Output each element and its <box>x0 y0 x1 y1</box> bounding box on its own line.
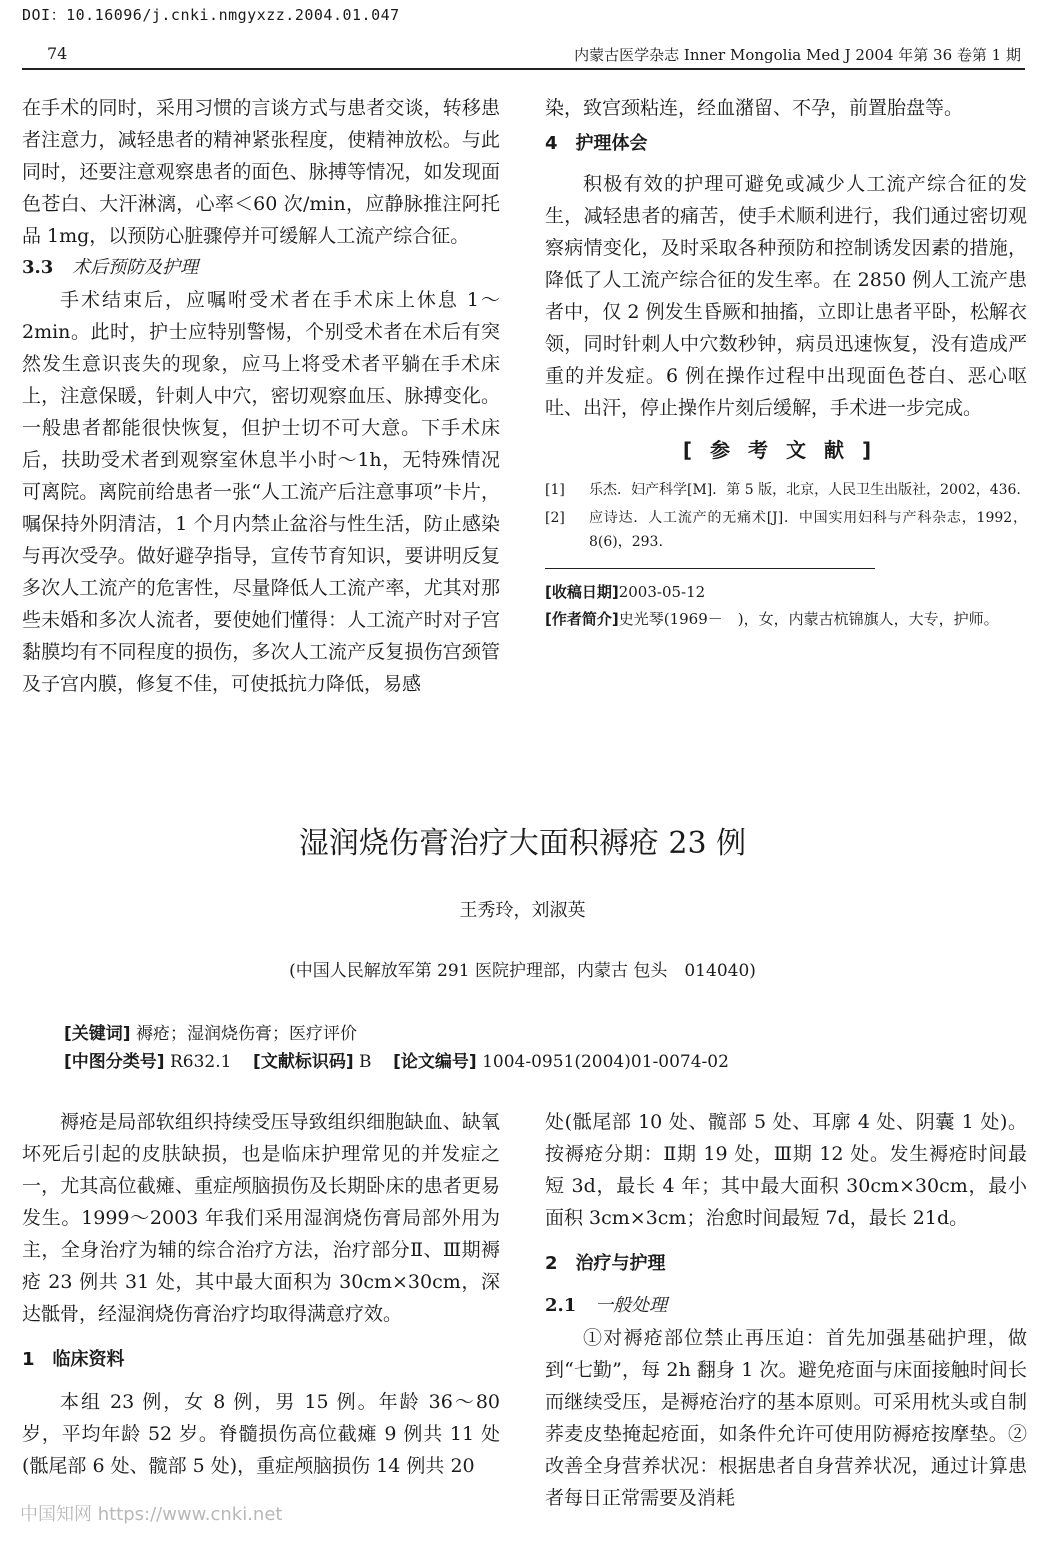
reference-item <box>545 478 1027 502</box>
reference-text: 乐杰．妇产科学[M]．第 5 版，北京，人民卫生出版社，2002，436. <box>589 482 1021 498</box>
section-3-3-title: 术后预防及护理 <box>72 257 199 278</box>
section-2-1-text: ①对褥疮部位禁止再压迫：首先加强基础护理，做到“七勤”，每 2h 翻身 1 次。避免疮面与床面接触时间长而继续受压，是褥疮治疗的基本原则。可采用枕头或自制荞麦皮垫掩起疮面，如条件允许可使用防褥疮按摩垫。②改善全身营养状况：根据患者自身营养状况，通过计算患者每日正常需要及消耗 <box>545 1327 1027 1509</box>
article-no-label: [论文编号] <box>393 1052 477 1072</box>
doc-code-label: [文献标识码] <box>253 1052 354 1072</box>
section-3-3-heading <box>22 252 500 284</box>
article-authors: 王秀玲，刘淑英 <box>459 900 586 921</box>
author-bio-label: [作者简介] <box>545 610 619 628</box>
received-date <box>545 579 1027 606</box>
section-1-heading: 1 临床资料 <box>22 1349 125 1370</box>
author-bio-value: 史光琴(1969－ )，女，内蒙古杭锦旗人，大专，护师。 <box>618 610 999 628</box>
reference-text: 应诗达．人工流产的无痛术[J]．中国实用妇科与产科杂志，1992，8(6)，293. <box>589 510 1027 550</box>
classification-line <box>64 1048 729 1076</box>
section-3-3-number: 3.3 <box>22 257 54 278</box>
article-no-value: 1004-0951(2004)01-0074-02 <box>482 1052 729 1072</box>
section-2-1-title: 一般处理 <box>595 1295 668 1316</box>
intro-text: 褥疮是局部软组织持续受压导致组织细胞缺血、缺氧坏死后引起的皮肤缺损，也是临床护理常见的并发症之一，尤其高位截瘫、重症颅脑损伤及长期卧床的患者更易发生。1999～2003 年我们采用湿润烧伤膏局部外用为主，全身治疗为辅的综合治疗方法，治疗部分Ⅱ、Ⅲ期褥疮 23 例共 31 处，其中最大面积为 30cm×30cm，深达骶骨，经湿润烧伤膏治疗均取得满意疗效。 <box>22 1111 500 1325</box>
section-1-text: 本组 23 例，女 8 例，男 15 例。年龄 36～80 岁，平均年龄 52 岁。脊髓损伤高位截瘫 9 例共 11 处(骶尾部 6 处、髋部 5 处)，重症颅脑损伤 14 例共 20 <box>22 1391 500 1477</box>
prev-paragraph: 在手术的同时，采用习惯的言谈方式与患者交谈，转移患者注意力，减轻患者的精神紧张程度，使精神放松。与此同时，还要注意观察患者的面色、脉搏等情况，如发现面色苍白、大汗淋漓，心率＜60 次/min，应静脉推注阿托品 1mg，以预防心脏骤停并可缓解人工流产综合征。 <box>22 97 500 247</box>
section-4-text: 积极有效的护理可避免或减少人工流产综合征的发生，减轻患者的痛苦，使手术顺利进行，我们通过密切观察病情变化，及时采取各种预防和控制诱发因素的措施，降低了人工流产综合征的发生率。在 2850 例人工流产患者中，仅 2 例发生昏厥和抽搐，立即让患者平卧，松解衣领，同时针刺人中穴数秒钟，病员迅速恢复，没有造成严重的并发症。6 例在操作过程中出现面色苍白、恶心呕吐、出汗，停止操作片刻后缓解，手术进一步完成。 <box>545 173 1027 419</box>
section-2-1-number: 2.1 <box>545 1295 577 1316</box>
reference-item <box>545 506 1027 554</box>
doc-code-value: B <box>359 1052 372 1072</box>
section-2-heading: 2 治疗与护理 <box>545 1253 666 1274</box>
reference-number: [2] <box>545 510 565 526</box>
clc-label: [中图分类号] <box>64 1052 165 1072</box>
watermark: 中国知网 https://www.cnki.net <box>20 1504 283 1525</box>
footnote-rule <box>545 568 875 569</box>
right-top-text: 处(骶尾部 10 处、髋部 5 处、耳廓 4 处、阴囊 1 处)。按褥疮分期：Ⅱ期 19 处，Ⅲ期 12 处。发生褥疮时间最短 3d，最长 4 年；其中最大面积 30cm×30cm，最小面积 3cm×3cm；治愈时间最短 7d，最长 21d。 <box>545 1111 1027 1229</box>
header-rule <box>22 68 1025 70</box>
keywords-label: [关键词] <box>64 1024 131 1044</box>
section-4-heading: 4 护理体会 <box>545 133 648 154</box>
page-number: 74 <box>47 44 68 63</box>
article-right-column <box>545 1106 1027 1514</box>
prev-right-column <box>545 92 1027 633</box>
received-label: [收稿日期] <box>545 583 619 601</box>
running-head: 内蒙古医学杂志 Inner Mongolia Med J 2004 年第 36 卷第 1 期 <box>574 46 1021 64</box>
section-3-3-text: 手术结束后，应嘱咐受术者在手术床上休息 1～2min。此时，护士应特别警惕，个别受术者在术后有突然发生意识丧失的现象，应马上将受术者平躺在手术床上，注意保暖，针刺人中穴，密切观察血压、脉搏变化。一般患者都能很快恢复，但护士切不可大意。下手术床后，扶助受术者到观察室休息半小时～1h，无特殊情况可离院。离院前给患者一张“人工流产后注意事项”卡片，嘱保持外阴清洁，1 个月内禁止盆浴与性生活，防止感染与再次受孕。做好避孕指导，宣传节育知识，要讲明反复多次人工流产的危害性，尽量降低人工流产率，尤其对那些未婚和多次人流者，要使她们懂得：人工流产时对子宫黏膜均有不同程度的损伤，多次人工流产反复损伤宫颈管及子宫内膜，修复不佳，可使抵抗力降低，易感 <box>22 289 500 695</box>
clc-value: R632.1 <box>169 1052 232 1072</box>
section-2-1-heading <box>545 1290 1027 1322</box>
prev-left-column <box>22 92 500 700</box>
author-bio <box>545 606 1027 633</box>
references-heading: [参考文献] <box>682 438 890 462</box>
prev-right-continuation: 染，致宫颈粘连，经血潴留、不孕，前置胎盘等。 <box>545 97 964 119</box>
received-value: 2003-05-12 <box>618 583 706 601</box>
article-title: 湿润烧伤膏治疗大面积褥疮 23 例 <box>298 826 747 861</box>
article-affiliation: (中国人民解放军第 291 医院护理部，内蒙古 包头 014040) <box>289 961 756 981</box>
keywords-line <box>64 1020 729 1048</box>
keywords-value: 褥疮；湿润烧伤膏；医疗评价 <box>135 1024 357 1044</box>
article-left-column <box>22 1106 500 1482</box>
reference-number: [1] <box>545 482 565 498</box>
keywords-block <box>64 1020 729 1076</box>
doi-line: DOI：10.16096/j.cnki.nmgyxzz.2004.01.047 <box>22 6 400 24</box>
